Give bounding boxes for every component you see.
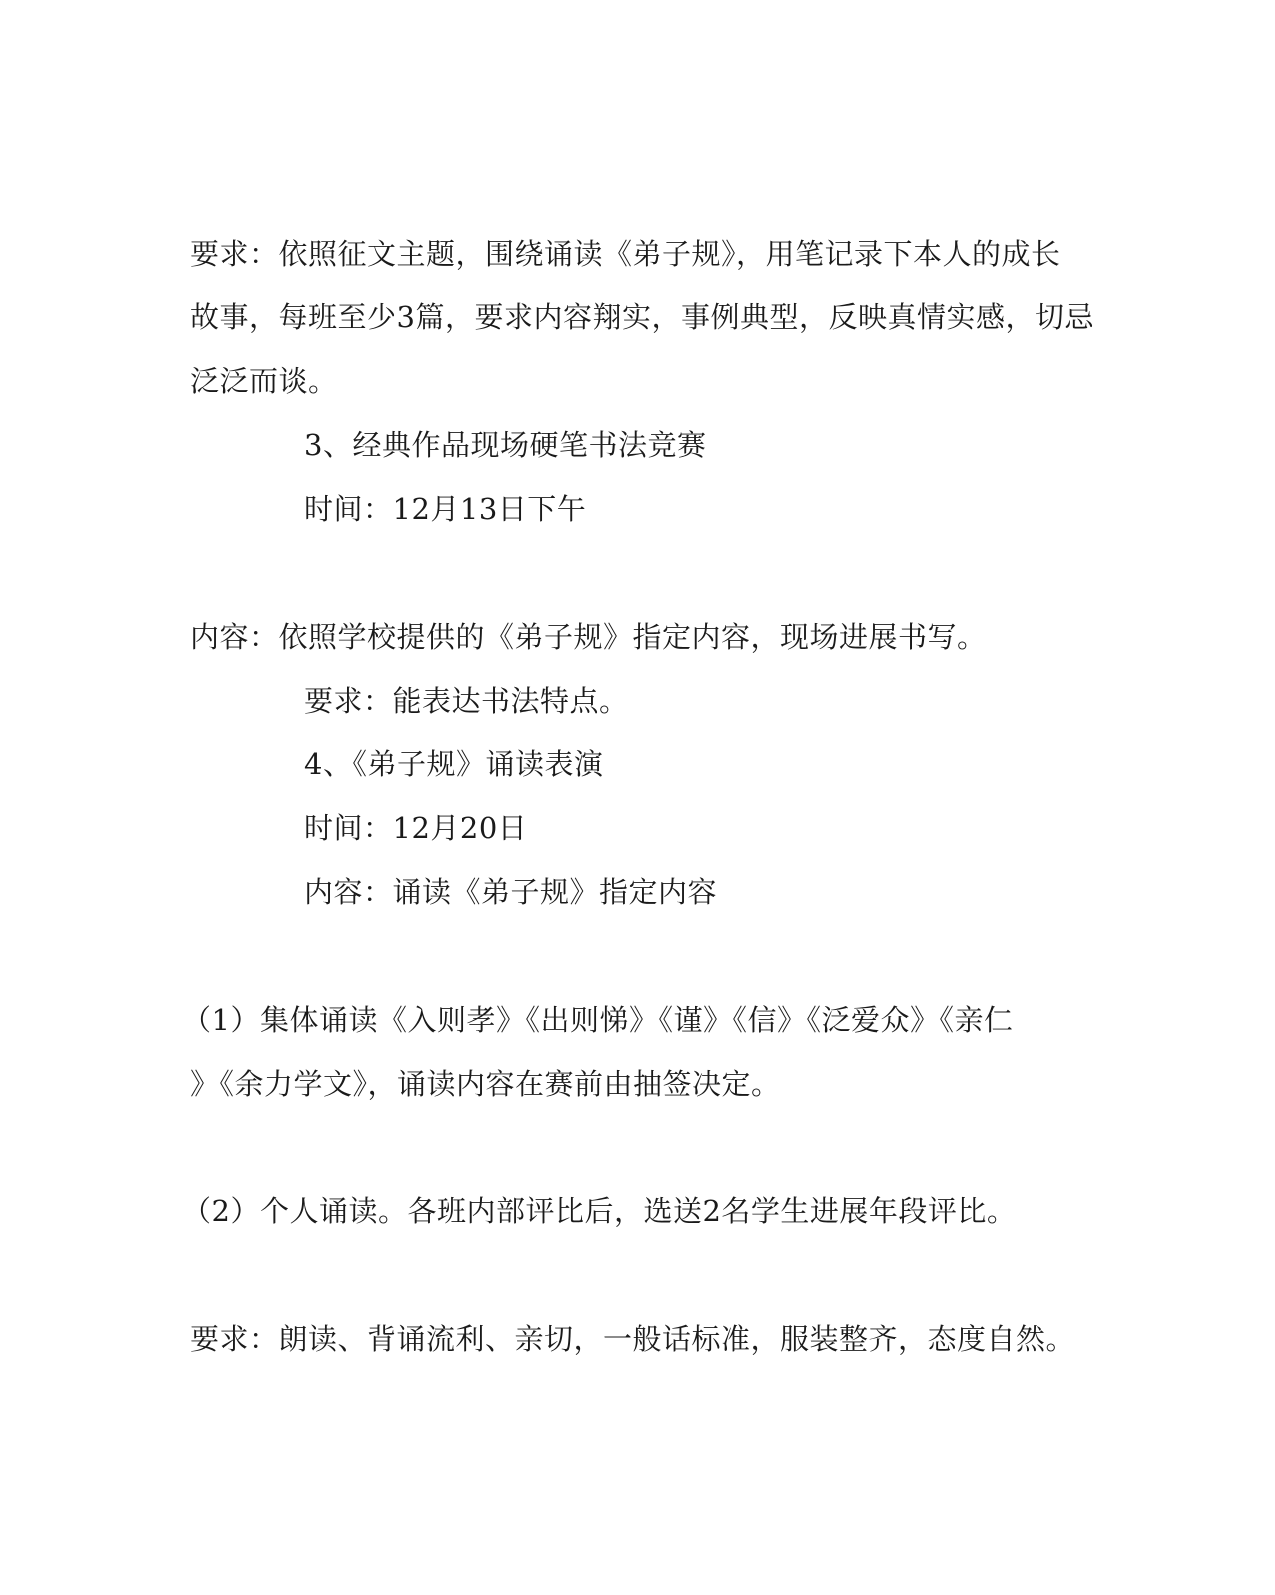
- section-3-time: 时间：12月13日下午: [304, 492, 587, 526]
- group-recitation-line-1: （1）集体诵读《入则孝》《出则悌》《谨》《信》《泛爱众》《亲仁: [182, 1003, 1014, 1037]
- essay-requirement-line-1: 要求：依照征文主题，围绕诵读《弟子规》，用笔记录下本人的成长: [190, 237, 1061, 271]
- essay-requirement-line-3: 泛泛而谈。: [190, 364, 338, 398]
- recitation-requirement: 要求：朗读、背诵流利、亲切，一般话标准，服装整齐，态度自然。: [190, 1322, 1076, 1356]
- essay-requirement-line-2: 故事，每班至少3篇，要求内容翔实，事例典型，反映真情实感，切忌: [190, 300, 1094, 334]
- section-3-content: 内容：依照学校提供的《弟子规》指定内容，现场进展书写。: [190, 620, 987, 654]
- individual-recitation: （2）个人诵读。各班内部评比后，选送2名学生进展年段评比。: [182, 1194, 1017, 1228]
- section-4-time: 时间：12月20日: [304, 811, 528, 845]
- section-3-requirement: 要求：能表达书法特点。: [304, 684, 629, 718]
- section-4-content: 内容：诵读《弟子规》指定内容: [304, 875, 718, 909]
- section-3-heading: 3、经典作品现场硬笔书法竞赛: [304, 428, 707, 462]
- section-4-heading: 4、《弟子规》诵读表演: [304, 747, 604, 781]
- group-recitation-line-2: 》《余力学文》，诵读内容在赛前由抽签决定。: [190, 1067, 781, 1101]
